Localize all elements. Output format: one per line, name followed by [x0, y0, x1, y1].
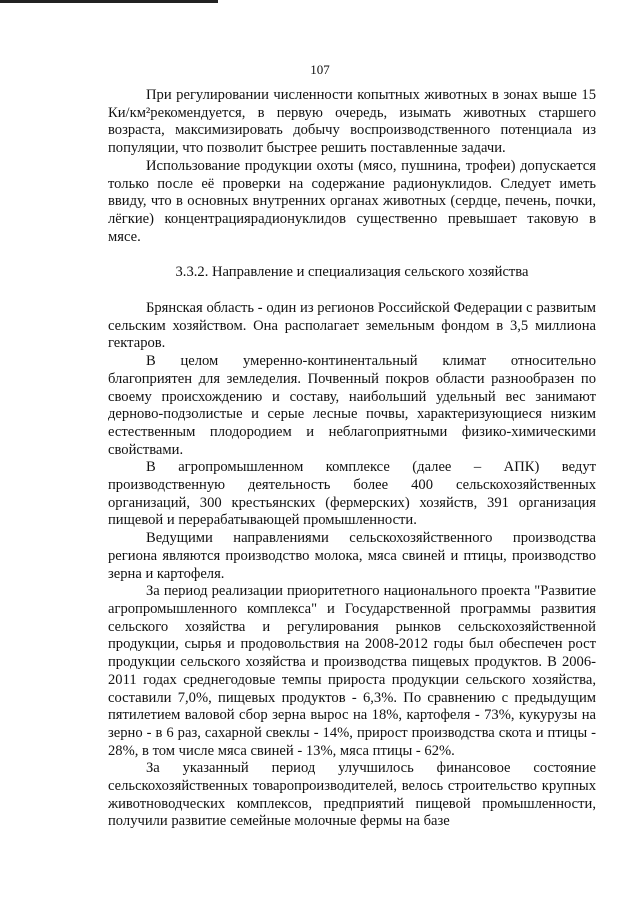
paragraph: Использование продукции охоты (мясо, пушнина, трофеи) допускается только после её проверки на содержание радионуклидов. Следует иметь ввиду, что в основных внутренних органах животных (сердце, печень, почки, лёгкие) концентрациярадионуклидов существенно превышает таковую в мясе.	[108, 157, 596, 245]
paragraph: Брянская область - один из регионов Российской Федерации с развитым сельским хозяйством. Она располагает земельным фондом в 3,5 миллиона гектаров.	[108, 300, 596, 352]
paragraph: При регулировании численности копытных животных в зонах выше 15 Ки/км²рекомендуется, в первую очередь, изымать животных старшего возраста, максимизировать добычу воспроизводственного потенциала из популяции, что позволит быстрее решить поставленные задачи.	[108, 87, 596, 157]
top-border-line	[0, 0, 218, 3]
paragraph: За период реализации приоритетного национального проекта "Развитие агропромышленного комплекса" и Государственной программы развития сельского хозяйства и регулирования рынков сельскохозяйственной продукции, сырья и продовольствия на 2008-2012 годы был обеспечен рост продукции сельского хозяйства и производства пищевых продуктов. В 2006-2011 годах среднегодовые темпы прироста продукции сельского хозяйства, составили 7,0%, пищевых продуктов - 6,3%. По сравнению с предыдущим пятилетием валовой сбор зерна вырос на 18%, картофеля - 73%, кукурузы на зерно - в 6 раз, сахарной свеклы - 14%, прирост производства скота и птицы - 28%, в том числе мяса свиней - 13%, мяса птицы - 62%.	[108, 583, 596, 759]
paragraph: За указанный период улучшилось финансовое состояние сельскохозяйственных товаропроизводителей, велось строительство крупных животноводческих комплексов, предприятий пищевой промышленности, получили развитие семейные молочные фермы на базе	[108, 760, 596, 830]
section-heading: 3.3.2. Направление и специализация сельского хозяйства	[175, 264, 529, 281]
paragraph: Ведущими направлениями сельскохозяйственного производства региона являются производство молока, мяса свиней и птицы, производство зерна и картофеля.	[108, 530, 596, 582]
document-body	[108, 87, 596, 831]
paragraph: В агропромышленном комплексе (далее – АПК) ведут производственную деятельность более 400 сельскохозяйственных организаций, 300 крестьянских (фермерских) хозяйств, 391 организация пищевой и перерабатывающей промышленности.	[108, 459, 596, 529]
paragraph: В целом умеренно-континентальный климат относительно благоприятен для земледелия. Почвенный покров области разнообразен по своему происхождению и составу, наибольший удельный вес занимают дерново-подзолистые и серые лесные почвы, характеризующиеся низким естественным плодородием и неблагоприятными физико-химическими свойствами.	[108, 353, 596, 458]
page-number: 107	[310, 62, 330, 77]
